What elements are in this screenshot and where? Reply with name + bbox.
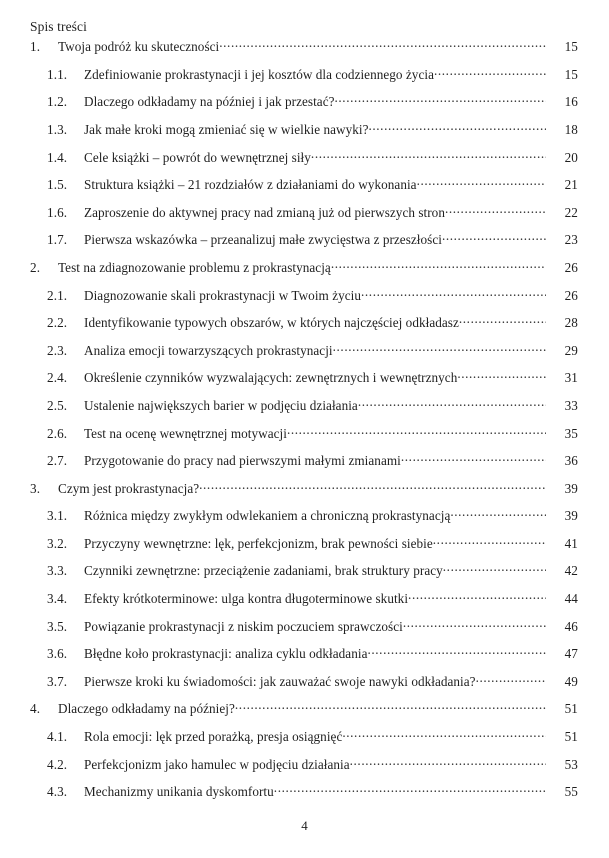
- toc-entry-number: 2.6.: [47, 425, 68, 441]
- toc-entry[interactable]: [0, 314, 609, 342]
- toc-entry-number: 4.3.: [47, 784, 68, 800]
- toc-entry-title[interactable]: Zdefiniowanie prokrastynacji i jej kosztów dla codziennego życia: [84, 66, 434, 82]
- toc-entry[interactable]: [0, 148, 609, 176]
- toc-entry[interactable]: [0, 728, 609, 756]
- toc-entry-number: 4.: [30, 701, 41, 717]
- toc-entry-number: 1.3.: [47, 121, 68, 137]
- toc-entry-title[interactable]: Jak małe kroki mogą zmieniać się w wielkie nawyki?: [84, 121, 369, 137]
- toc-entry[interactable]: [0, 397, 609, 425]
- toc-dot-leader: [442, 231, 546, 244]
- toc-entry-number: 2.1.: [47, 287, 68, 303]
- toc-entry[interactable]: [0, 286, 609, 314]
- toc-entry-title[interactable]: Test na zdiagnozowanie problemu z prokrastynacją: [58, 259, 331, 275]
- toc-entry-number: 3.: [30, 480, 41, 496]
- toc-entry-title[interactable]: Określenie czynników wyzwalających: zewnętrznych i wewnętrznych: [84, 370, 458, 386]
- toc-dot-leader: [235, 700, 546, 713]
- toc-entry-number: 3.3.: [47, 563, 68, 579]
- toc-dot-leader: [450, 507, 546, 520]
- toc-entry-number: 2.7.: [47, 453, 68, 469]
- toc-entry-page-number: 35: [564, 425, 578, 441]
- toc-dot-leader: [457, 369, 546, 382]
- toc-entry-number: 3.4.: [47, 591, 68, 607]
- toc-dot-leader: [199, 480, 546, 493]
- toc-entry-page-number: 46: [564, 618, 578, 634]
- toc-dot-leader: [311, 148, 546, 161]
- toc-entry[interactable]: [0, 369, 609, 397]
- toc-entry[interactable]: [0, 204, 609, 232]
- toc-entry-number: 1.: [30, 39, 41, 55]
- toc-entry[interactable]: [0, 93, 609, 121]
- toc-entry[interactable]: [0, 507, 609, 535]
- toc-entry-title[interactable]: Rola emocji: lęk przed porażką, presja osiągnięć: [84, 729, 343, 745]
- toc-entry-number: 1.4.: [47, 149, 68, 165]
- toc-entry-title[interactable]: Efekty krótkoterminowe: ulga kontra długoterminowe skutki: [84, 591, 409, 607]
- toc-entry[interactable]: [0, 176, 609, 204]
- toc-entry[interactable]: [0, 673, 609, 701]
- toc-dot-leader: [408, 590, 546, 603]
- toc-entry[interactable]: [0, 121, 609, 149]
- toc-entry-title[interactable]: Struktura książki – 21 rozdziałów z działaniami do wykonania: [84, 177, 417, 193]
- toc-entry-page-number: 31: [564, 370, 578, 386]
- toc-entry-number: 1.7.: [47, 232, 68, 248]
- toc-entry-title[interactable]: Mechanizmy unikania dyskomfortu: [84, 784, 274, 800]
- toc-dot-leader: [367, 645, 546, 658]
- toc-entry-title[interactable]: Cele książki – powrót do wewnętrznej siły: [84, 149, 311, 165]
- toc-entry-page-number: 47: [564, 646, 578, 662]
- toc-entry-title[interactable]: Test na ocenę wewnętrznej motywacji: [84, 425, 287, 441]
- toc-entry-page-number: 22: [564, 204, 578, 220]
- toc-dot-leader: [401, 452, 546, 465]
- toc-entry-title[interactable]: Diagnozowanie skali prokrastynacji w Twoim życiu: [84, 287, 361, 303]
- toc-entry-page-number: 15: [564, 39, 578, 55]
- toc-entry[interactable]: [0, 700, 609, 728]
- toc-entry-number: 2.2.: [47, 315, 68, 331]
- toc-entry-title[interactable]: Pierwsza wskazówka – przeanalizuj małe zwycięstwa z przeszłości: [84, 232, 442, 248]
- toc-entry-title[interactable]: Dlaczego odkładamy na później?: [58, 701, 235, 717]
- toc-entry[interactable]: [0, 562, 609, 590]
- toc-entry-title[interactable]: Powiązanie prokrastynacji z niskim poczuciem sprawczości: [84, 618, 403, 634]
- toc-dot-leader: [443, 562, 546, 575]
- toc-dot-leader: [459, 314, 546, 327]
- toc-entry-page-number: 51: [564, 701, 578, 717]
- toc-entry[interactable]: [0, 535, 609, 563]
- toc-entry-page-number: 53: [564, 756, 578, 772]
- toc-dot-leader: [433, 535, 546, 548]
- toc-entry-page-number: 23: [564, 232, 578, 248]
- toc-entry-title[interactable]: Czym jest prokrastynacja?: [58, 480, 200, 496]
- toc-entry-page-number: 44: [564, 591, 578, 607]
- toc-dot-leader: [417, 176, 546, 189]
- toc-entry-title[interactable]: Dlaczego odkładamy na później i jak przestać?: [84, 94, 335, 110]
- toc-entry-title[interactable]: Identyfikowanie typowych obszarów, w których najczęściej odkładasz: [84, 315, 459, 331]
- toc-entry-number: 3.6.: [47, 646, 68, 662]
- toc-entry-number: 2.5.: [47, 397, 68, 413]
- toc-entry-title[interactable]: Zaproszenie do aktywnej pracy nad zmianą już od pierwszych stron: [84, 204, 445, 220]
- toc-dot-leader: [434, 66, 546, 79]
- toc-entry-page-number: 21: [564, 177, 578, 193]
- toc-entry[interactable]: [0, 452, 609, 480]
- toc-entry-page-number: 36: [564, 453, 578, 469]
- toc-entry[interactable]: [0, 783, 609, 811]
- toc-entry-title[interactable]: Przygotowanie do pracy nad pierwszymi małymi zmianami: [84, 453, 401, 469]
- toc-dot-leader: [445, 204, 546, 217]
- toc-entry-title[interactable]: Przyczyny wewnętrzne: lęk, perfekcjonizm, brak pewności siebie: [84, 535, 433, 551]
- toc-entry[interactable]: [0, 231, 609, 259]
- toc-dot-leader: [342, 728, 546, 741]
- toc-entry-number: 3.7.: [47, 673, 68, 689]
- toc-dot-leader: [403, 617, 546, 630]
- toc-entry-page-number: 55: [564, 784, 578, 800]
- toc-entry[interactable]: [0, 645, 609, 673]
- toc-entry-page-number: 15: [564, 66, 578, 82]
- toc-entry[interactable]: [0, 755, 609, 783]
- toc-entry-title[interactable]: Ustalenie największych barier w podjęciu działania: [84, 397, 358, 413]
- toc-entry-number: 3.2.: [47, 535, 68, 551]
- toc-entry-page-number: 26: [564, 287, 578, 303]
- page-title: Spis treści: [30, 19, 87, 34]
- toc-entry-title[interactable]: Twoja podróż ku skuteczności: [58, 39, 220, 55]
- toc-entry-page-number: 20: [564, 149, 578, 165]
- toc-entry-page-number: 42: [564, 563, 578, 579]
- toc-entry-title[interactable]: Czynniki zewnętrzne: przeciążenie zadaniami, brak struktury pracy: [84, 563, 443, 579]
- toc-entry-page-number: 18: [564, 121, 578, 137]
- toc-entry-title[interactable]: Pierwsze kroki ku świadomości: jak zauważać swoje nawyki odkładania?: [84, 673, 476, 689]
- page-footer-number: 4: [301, 818, 308, 833]
- toc-entry[interactable]: [0, 590, 609, 618]
- toc-entry[interactable]: [0, 259, 609, 287]
- toc-entry-number: 1.1.: [47, 66, 68, 82]
- toc-entry[interactable]: [0, 617, 609, 645]
- toc-entry-number: 2.: [30, 259, 41, 275]
- toc-dot-leader: [287, 424, 546, 437]
- toc-entry-page-number: 51: [564, 729, 578, 745]
- toc-entry-number: 2.3.: [47, 342, 68, 358]
- toc-dot-leader: [358, 397, 546, 410]
- toc-dot-leader: [331, 259, 546, 272]
- toc-entry-title[interactable]: Perfekcjonizm jako hamulec w podjęciu działania: [84, 756, 350, 772]
- toc-entry-page-number: 16: [564, 94, 578, 110]
- toc-entry-number: 3.1.: [47, 508, 68, 524]
- toc-entry-number: 3.5.: [47, 618, 68, 634]
- toc-entry-number: 1.6.: [47, 204, 68, 220]
- toc-entry-page-number: 49: [564, 673, 578, 689]
- toc-entry-number: 1.2.: [47, 94, 68, 110]
- toc-dot-leader: [274, 783, 546, 796]
- toc-entry-number: 4.1.: [47, 729, 68, 745]
- toc-dot-leader: [368, 121, 546, 134]
- toc-entry-page-number: 33: [564, 397, 578, 413]
- toc-entry-number: 4.2.: [47, 756, 68, 772]
- toc-entry-number: 2.4.: [47, 370, 68, 386]
- toc-entry-title[interactable]: Różnica między zwykłym odwlekaniem a chroniczną prokrastynacją: [84, 508, 451, 524]
- toc-entry[interactable]: [0, 480, 609, 508]
- toc-entry-title[interactable]: Błędne koło prokrastynacji: analiza cyklu odkładania: [84, 646, 368, 662]
- toc-dot-leader: [335, 93, 546, 106]
- table-of-contents-list: [0, 38, 609, 811]
- toc-dot-leader: [350, 755, 546, 768]
- toc-entry[interactable]: [0, 66, 609, 94]
- toc-entry-title[interactable]: Analiza emocji towarzyszących prokrastynacji: [84, 342, 333, 358]
- toc-entry-page-number: 39: [564, 508, 578, 524]
- toc-entry[interactable]: [0, 424, 609, 452]
- toc-dot-leader: [333, 342, 546, 355]
- toc-entry[interactable]: [0, 38, 609, 66]
- toc-dot-leader: [219, 38, 546, 51]
- toc-entry[interactable]: [0, 342, 609, 370]
- toc-entry-page-number: 39: [564, 480, 578, 496]
- toc-entry-page-number: 41: [564, 535, 578, 551]
- toc-entry-page-number: 29: [564, 342, 578, 358]
- toc-entry-number: 1.5.: [47, 177, 68, 193]
- toc-entry-page-number: 26: [564, 259, 578, 275]
- toc-dot-leader: [476, 673, 546, 686]
- toc-entry-page-number: 28: [564, 315, 578, 331]
- toc-dot-leader: [361, 286, 546, 299]
